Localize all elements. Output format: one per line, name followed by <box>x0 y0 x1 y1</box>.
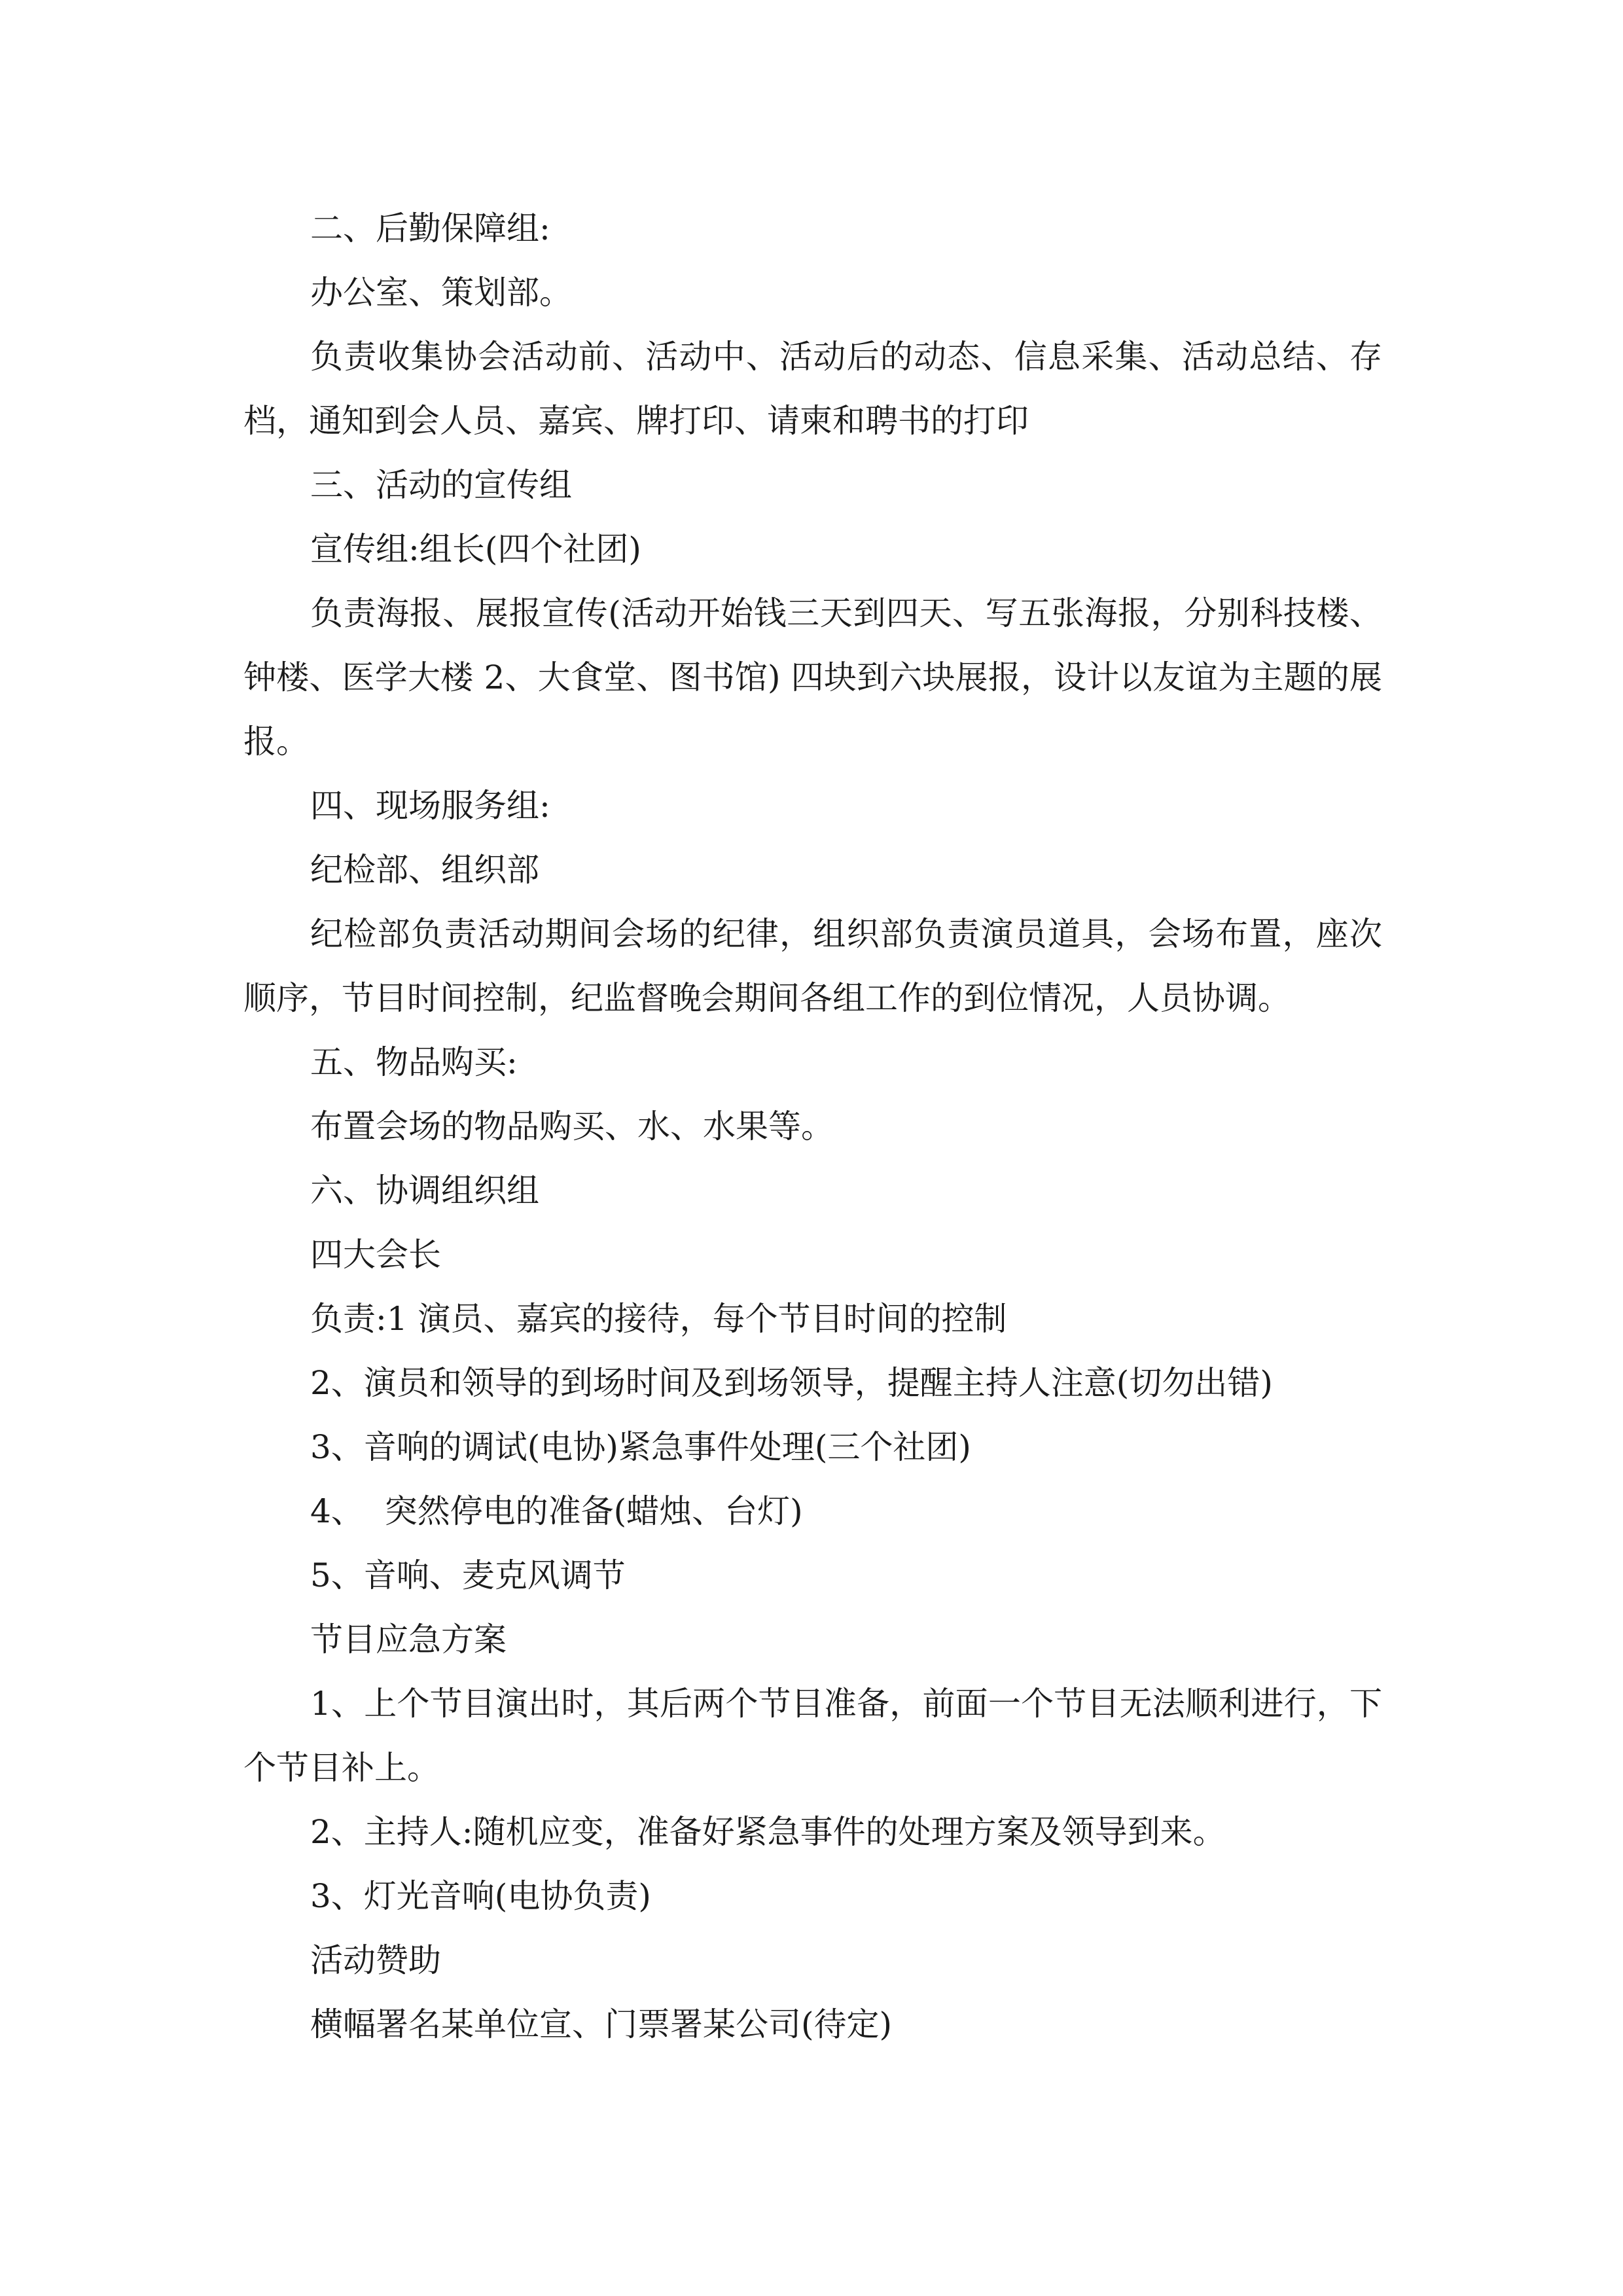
list-item: 负责:1 演员、嘉宾的接待，每个节目时间的控制 <box>310 1300 1007 1338</box>
list-item: 3、灯光音响(电协负责) <box>310 1877 651 1915</box>
heading-emergency-plan: 节目应急方案 <box>310 1621 507 1659</box>
paragraph: 纪检部、组织部 <box>310 851 539 889</box>
list-item: 4、 突然停电的准备(蜡烛、台灯) <box>310 1492 803 1530</box>
paragraph: 四大会长 <box>310 1236 441 1274</box>
document-body <box>243 196 1382 2056</box>
paragraph: 负责收集协会活动前、活动中、活动后的动态、信息采集、活动总结、存档，通知到会人员、嘉宾、牌打印、请柬和聘书的打印 <box>243 338 1382 440</box>
heading-logistics: 二、后勤保障组: <box>310 209 550 247</box>
paragraph: 横幅署名某单位宣、门票署某公司(待定) <box>310 2005 893 2043</box>
paragraph: 布置会场的物品购买、水、水果等。 <box>310 1107 834 1145</box>
paragraph: 纪检部负责活动期间会场的纪律，组织部负责演员道具，会场布置，座次顺序，节目时间控制，纪监督晚会期间各组工作的到位情况，人员协调。 <box>243 915 1382 1017</box>
heading-publicity: 三、活动的宣传组 <box>310 466 572 504</box>
list-item: 2、主持人:随机应变，准备好紧急事件的处理方案及领导到来。 <box>310 1813 1226 1851</box>
heading-coordination: 六、协调组织组 <box>310 1172 539 1210</box>
list-item: 3、音响的调试(电协)紧急事件处理(三个社团) <box>310 1428 971 1466</box>
heading-purchasing: 五、物品购买: <box>310 1043 518 1081</box>
paragraph: 办公室、策划部。 <box>310 274 572 312</box>
list-item: 1、上个节目演出时，其后两个节目准备，前面一个节目无法顺利进行，下个节目补上。 <box>243 1685 1382 1787</box>
paragraph: 负责海报、展报宣传(活动开始钱三天到四天、写五张海报，分别科技楼、钟楼、医学大楼 2、大食堂、图书馆) 四块到六块展报，设计以友谊为主题的展报。 <box>243 594 1382 761</box>
heading-sponsorship: 活动赞助 <box>310 1941 441 1979</box>
heading-onsite-service: 四、现场服务组: <box>310 787 550 825</box>
paragraph: 宣传组:组长(四个社团) <box>310 530 641 568</box>
list-item: 2、演员和领导的到场时间及到场领导，提醒主持人注意(切勿出错) <box>310 1364 1273 1402</box>
list-item: 5、音响、麦克风调节 <box>310 1556 626 1594</box>
